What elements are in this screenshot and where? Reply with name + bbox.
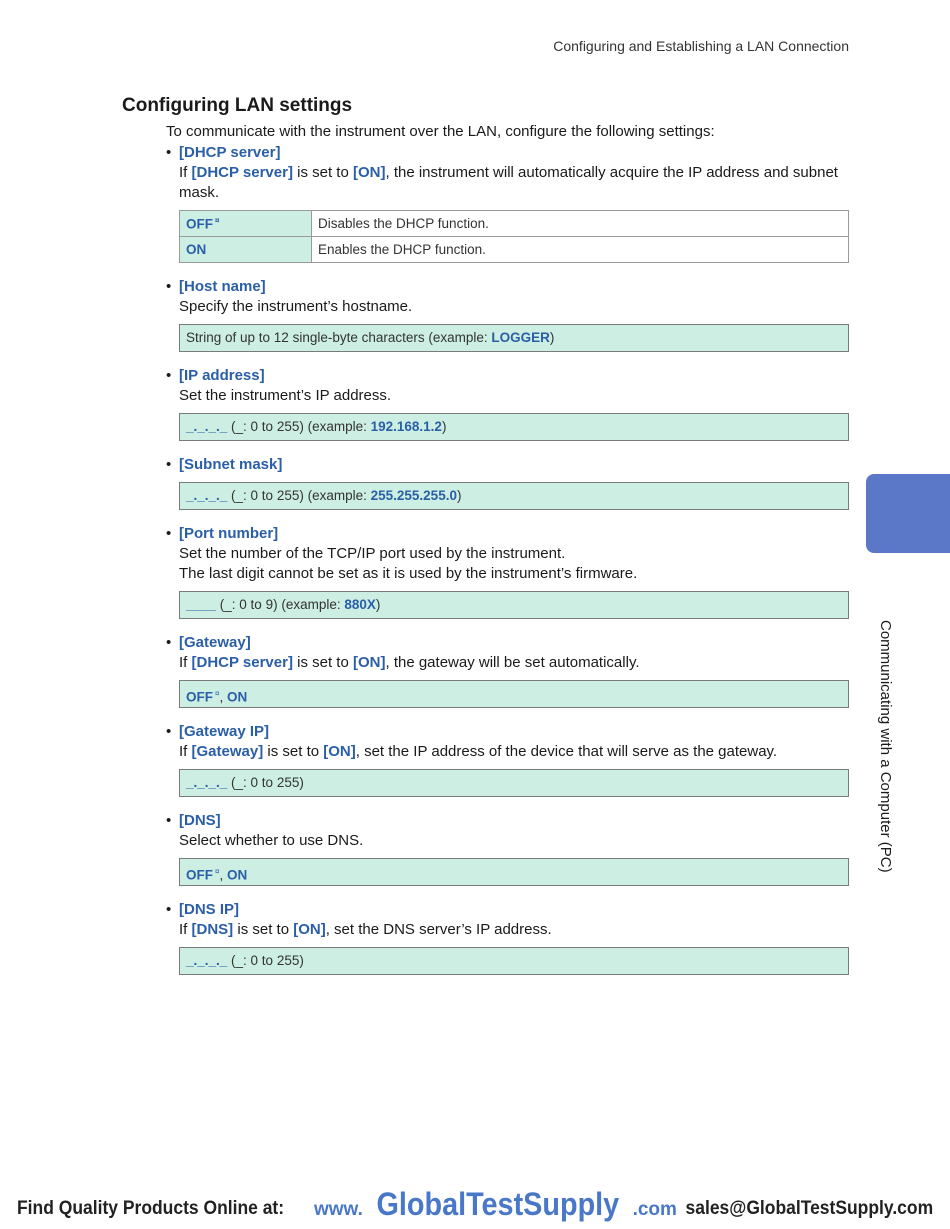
chapter-tab (866, 474, 950, 553)
setting-spec: ____ (_: 0 to 9) (example: 880X) (179, 591, 849, 619)
setting-description: The last digit cannot be set as it is used by the instrument’s firmware. (179, 565, 638, 582)
setting-title: [DHCP server] (179, 144, 281, 161)
setting-spec: _._._._ (_: 0 to 255) (179, 769, 849, 797)
bullet: • (166, 278, 172, 295)
setting-title: [Subnet mask] (179, 456, 283, 473)
setting-title: [DNS IP] (179, 901, 239, 918)
dhcp-options-table (179, 210, 849, 263)
table-row (180, 237, 849, 263)
running-header: Configuring and Establishing a LAN Connection (553, 38, 849, 54)
setting-ip-address (166, 366, 849, 441)
setting-subnet-mask (166, 455, 849, 510)
default-mark-icon: ¤ (215, 689, 220, 698)
setting-title: [Port number] (179, 525, 279, 542)
setting-description: Set the number of the TCP/IP port used by the instrument. (179, 545, 566, 562)
setting-spec: OFF ¤, ON (179, 858, 849, 886)
setting-spec: _._._._ (_: 0 to 255) (example: 255.255.255.0) (179, 482, 849, 510)
bullet: • (166, 525, 172, 542)
setting-description: Specify the instrument’s hostname. (179, 298, 413, 315)
setting-dhcp-server (166, 143, 849, 263)
setting-description: If [DHCP server] is set to [ON], the gateway will be set automatically. (179, 654, 640, 671)
default-mark-icon: ¤ (215, 215, 220, 225)
setting-description: If [DHCP server] is set to [ON], the instrument will automatically acquire the IP address and subnet mask. (179, 164, 838, 201)
bullet: • (166, 812, 172, 829)
setting-spec: OFF ¤, ON (179, 680, 849, 708)
setting-description: If [DNS] is set to [ON], set the DNS server’s IP address. (179, 921, 552, 938)
setting-title: [Gateway] (179, 634, 251, 651)
default-mark-icon: ¤ (215, 867, 220, 876)
bullet: • (166, 144, 172, 161)
footer-email-link[interactable]: sales@GlobalTestSupply.com (685, 1198, 933, 1219)
bullet: • (166, 456, 172, 473)
setting-title: [IP address] (179, 367, 265, 384)
bullet: • (166, 367, 172, 384)
option-key: OFF ¤ (180, 211, 312, 237)
section-intro: To communicate with the instrument over the LAN, configure the following settings: (166, 123, 715, 140)
setting-port-number (166, 524, 849, 619)
settings-list (166, 143, 849, 989)
setting-spec: String of up to 12 single-byte characters (example: LOGGER) (179, 324, 849, 352)
setting-gateway-ip (166, 722, 849, 797)
setting-dns (166, 811, 849, 886)
setting-title: [Host name] (179, 278, 266, 295)
footer (0, 1186, 950, 1226)
setting-gateway (166, 633, 849, 708)
setting-title: [Gateway IP] (179, 723, 270, 740)
setting-dns-ip (166, 900, 849, 975)
footer-tagline: Find Quality Products Online at: (17, 1198, 285, 1219)
option-key: ON (180, 237, 312, 263)
footer-website-link[interactable]: www. GlobalTestSupply .com (314, 1186, 677, 1222)
bullet: • (166, 634, 172, 651)
option-desc: Disables the DHCP function. (312, 211, 849, 237)
section-title: Configuring LAN settings (122, 95, 353, 116)
bullet: • (166, 901, 172, 918)
table-row (180, 211, 849, 237)
setting-description: Set the instrument’s IP address. (179, 387, 392, 404)
setting-spec: _._._._ (_: 0 to 255) (example: 192.168.1.2) (179, 413, 849, 441)
option-desc: Enables the DHCP function. (312, 237, 849, 263)
setting-description: Select whether to use DNS. (179, 832, 364, 849)
bullet: • (166, 723, 172, 740)
setting-spec: _._._._ (_: 0 to 255) (179, 947, 849, 975)
chapter-label: Communicating with a Computer (PC) (877, 620, 894, 873)
setting-description: If [Gateway] is set to [ON], set the IP address of the device that will serve as the gateway. (179, 743, 778, 760)
setting-title: [DNS] (179, 812, 221, 829)
setting-host-name (166, 277, 849, 352)
